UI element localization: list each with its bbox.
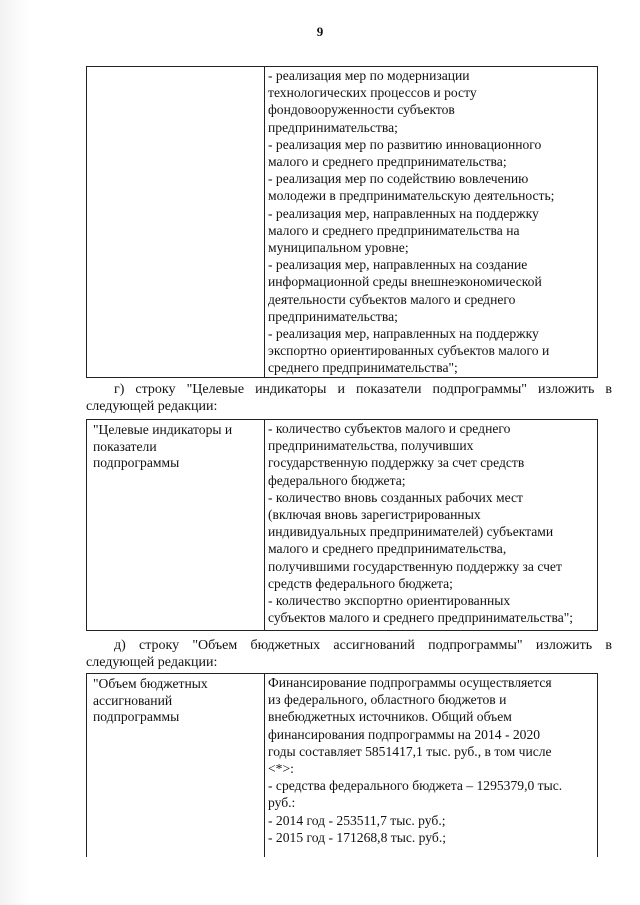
text-line: "Объем бюджетных [93,676,208,691]
text-line: среднего предпринимательства"; [268,360,458,376]
text-line: годы составляет 5851417,1 тыс. руб., в том числе [268,743,552,759]
table-target-indicators-right-cell [265,420,597,630]
text-line: финансирования подпрограммы на 2014 - 2020 [268,726,541,742]
text-line: малого и среднего предпринимательства, [268,541,507,557]
text-line: молодежи в предпринимательскую деятельность; [268,188,555,204]
text-line: предпринимательства; [268,119,398,135]
text-line: малого и среднего предпринимательства; [268,154,507,170]
text-line: Финансирование подпрограммы осуществляется [268,675,552,690]
paragraph-line: следующей редакции: [86,655,218,670]
table-budget-allocations-left-cell [87,674,265,857]
text-line: - реализация мер, направленных на поддержку [268,205,539,221]
text-line: - количество субъектов малого и среднего [268,421,511,436]
table-budget-allocations-right-cell [265,674,597,857]
text-line: - 2014 год - 253511,7 тыс. руб.; [268,812,446,828]
text-line: <*>: [268,761,294,777]
text-line: деятельности субъектов малого и среднего [268,291,516,307]
text-line: руб.: [268,795,296,811]
text-line: малого и среднего предпринимательства на [268,222,520,238]
paragraph-g [86,381,612,415]
text-line: получившими государственную поддержку за счет [268,558,562,574]
text-line: - количество вновь созданных рабочих мест [268,489,523,505]
text-line: предпринимательства; [268,308,398,324]
text-line: - реализация мер по модернизации [268,68,470,83]
paragraph-line: г) строку "Целевые индикаторы и показатели подпрограммы" изложить в [114,382,612,397]
table-measures-right-cell [265,67,597,377]
table-measures-left-cell [87,67,265,377]
text-line: внебюджетных источников. Общий объем [268,709,512,725]
table-budget-allocations [86,673,598,857]
text-line: государственную поддержку за счет средств [268,455,525,471]
scan-edge-shadow [0,0,30,905]
text-line: "Целевые индикаторы и [93,422,233,437]
text-line: ассигнований [93,692,173,708]
text-line: - количество экспортно ориентированных [268,593,511,609]
text-line: предпринимательства, получивших [268,438,474,454]
paragraph-line: следующей редакции: [86,399,218,414]
table-target-indicators [86,419,598,631]
text-line: информационной среды внешнеэкономической [268,274,542,290]
text-line: (включая вновь зарегистрированных [268,507,481,523]
text-line: технологических процессов и росту [268,85,477,101]
text-line: - реализация мер, направленных на поддержку [268,326,539,342]
text-line: - средства федерального бюджета – 1295379,0 тыс. [268,778,563,794]
text-line: муниципальном уровне; [268,240,409,256]
text-line: - реализация мер по содействию вовлечению [268,171,529,187]
text-line: - реализация мер, направленных на создание [268,257,528,273]
text-line: из федерального, областного бюджетов и [268,692,507,708]
text-line: - реализация мер по развитию инновационного [268,136,542,152]
table-measures [86,66,598,378]
paragraph-d [86,637,612,671]
text-line: субъектов малого и среднего предпринимательства"; [268,610,574,626]
text-line: подпрограммы [93,455,180,470]
paragraph-line: д) строку "Объем бюджетных ассигнований подпрограммы" изложить в [114,638,612,653]
text-line: средств федерального бюджета; [268,575,453,591]
page-number: 9 [316,24,324,39]
text-line: индивидуальных предпринимателей) субъектами [268,524,554,540]
text-line: показатели [93,438,157,454]
text-line: экспортно ориентированных субъектов малого и [268,343,550,359]
text-line: - 2015 год - 171268,8 тыс. руб.; [268,829,446,845]
text-line: подпрограммы [93,709,180,724]
text-line: федерального бюджета; [268,472,406,488]
text-line: фондовооруженности субъектов [268,102,455,118]
table-target-indicators-left-cell [87,420,265,630]
